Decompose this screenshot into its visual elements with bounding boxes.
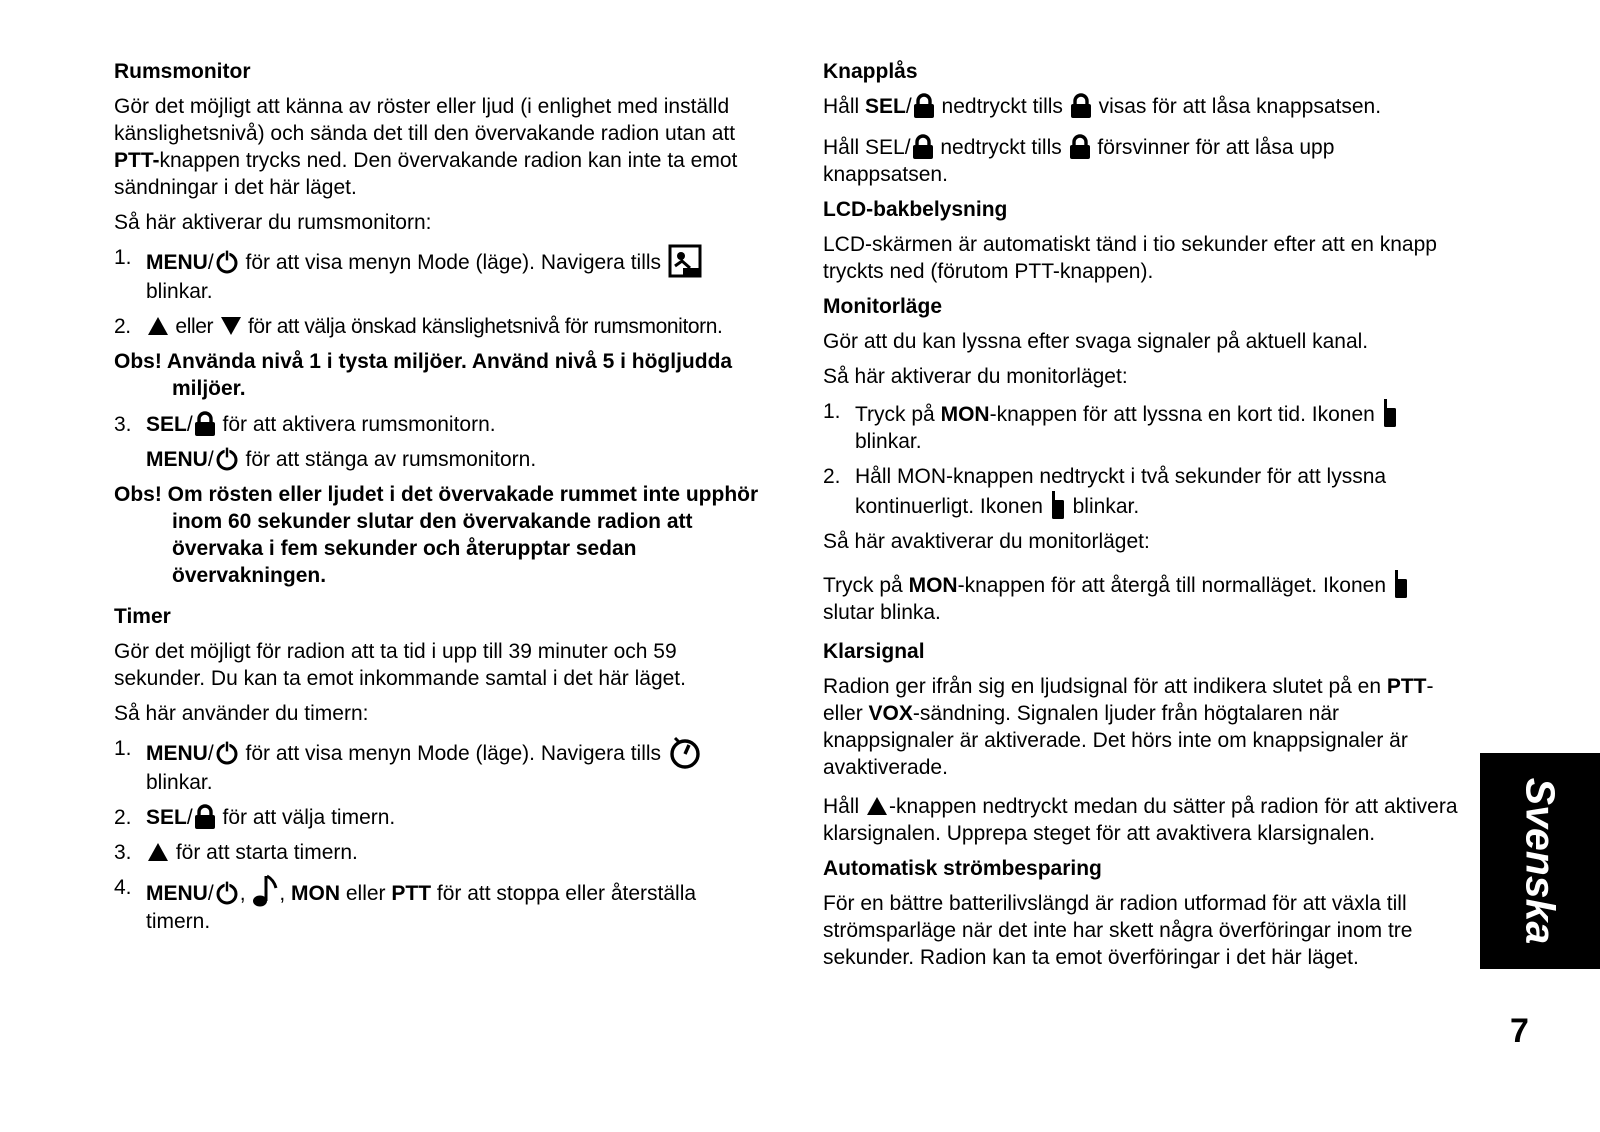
heading-klarsignal: Klarsignal [823, 640, 925, 663]
timer-howto: Så här använder du timern: [114, 702, 369, 725]
power-icon [215, 249, 239, 275]
heading-rumsmonitor: Rumsmonitor [114, 60, 251, 83]
lock-icon [1069, 134, 1091, 160]
heading-strombesparing: Automatisk strömbesparing [823, 857, 1102, 880]
lock-icon [1070, 93, 1092, 119]
monitor-intro: Gör att du kan lyssna efter svaga signaler på aktuell kanal. [823, 330, 1369, 353]
radio-icon [1050, 490, 1066, 520]
lock-icon [194, 411, 216, 437]
timer-icon [668, 735, 702, 769]
monitor-howto-off: Så här avaktiverar du monitorläget: [823, 530, 1150, 553]
rumsmonitor-howto: Så här aktiverar du rumsmonitorn: [114, 211, 432, 234]
monitor-step-1: 1. Tryck på MON-knappen för att lyssna en kort tid. Ikonen blinkar. [823, 398, 1463, 455]
page-number: 7 [1510, 1012, 1529, 1050]
radio-icon [1382, 398, 1398, 428]
monitor-off-text: Tryck på MON-knappen för att återgå till normalläget. Ikonen slutar blinka. [823, 569, 1463, 626]
lock-icon [912, 134, 934, 160]
rumsmonitor-step-1: 1. MENU/ för att visa menyn Mode (läge). Navigera tills blinkar. [114, 244, 764, 305]
room-monitor-icon [668, 244, 702, 278]
right-column [823, 58, 1463, 979]
down-triangle-icon [220, 316, 242, 336]
up-triangle-icon [147, 842, 169, 862]
radio-icon [1393, 569, 1409, 599]
rumsmonitor-step-2: 2. eller för att välja önskad känslighetsnivå för rumsmonitorn. [114, 315, 723, 338]
power-icon [215, 740, 239, 766]
lock-icon [194, 804, 216, 830]
timer-step-3: 3. för att starta timern. [114, 841, 358, 864]
up-triangle-icon [147, 316, 169, 336]
power-icon [215, 446, 239, 472]
klarsignal-p1: Radion ger ifrån sig en ljudsignal för att indikera slutet på en PTT- eller VOX-sändning. Signalen ljuder från högtalaren när knappsignaler är aktiverade. Det hörs inte om knappsignaler är avaktiverade. [823, 675, 1434, 779]
strombesparing-text: För en bättre batterilivslängd är radion utformad för att växla till strömsparläge när det inte har skett några överföringar inom tre sekunder. Radion kan ta emot överföringar i det här läget. [823, 892, 1413, 969]
heading-lcd: LCD-bakbelysning [823, 198, 1008, 221]
knapplas-lock: Håll SEL/ nedtryckt tills visas för att låsa knappsatsen. [823, 95, 1382, 118]
timer-step-4: 4. MENU/ , , MON eller PTT för att stoppa eller återställa timern. [114, 876, 697, 933]
power-icon [215, 880, 239, 906]
heading-timer: Timer [114, 605, 171, 628]
monitor-step-2: 2. Håll MON-knappen nedtryckt i två sekunder för att lyssna kontinuerligt. Ikonen blinkar. [823, 465, 1387, 518]
language-tab: Svenska [1480, 753, 1600, 969]
rumsmonitor-intro: Gör det möjligt att känna av röster eller ljud (i enlighet med inställd känslighetsnivå) och sända det till den övervakande radion utan att PTT-knappen trycks ned. Den övervakande radion kan inte ta emot sändningar i det här läget. [114, 95, 738, 199]
timer-step-1: 1. MENU/ för att visa menyn Mode (läge). Navigera tills blinkar. [114, 735, 764, 796]
heading-knapplas: Knapplås [823, 60, 918, 83]
lcd-text: LCD-skärmen är automatiskt tänd i tio sekunder efter att en knapp tryckts ned (förutom PTT-knappen). [823, 233, 1437, 283]
timer-step-2: 2. SEL/ för att välja timern. [114, 806, 396, 829]
monitor-howto-on: Så här aktiverar du monitorläget: [823, 365, 1128, 388]
left-column [114, 58, 764, 943]
lock-icon [913, 93, 935, 119]
klarsignal-p2: Håll -knappen nedtryckt medan du sätter på radion för att aktivera klarsignalen. Upprepa steget för att avaktivera klarsignalen. [823, 795, 1458, 845]
note-obs-1: Obs! Använda nivå 1 i tysta miljöer. Använd nivå 5 i högljudda miljöer. [114, 350, 733, 400]
rumsmonitor-step-3: 3. SEL/ för att aktivera rumsmonitorn. [114, 413, 496, 436]
timer-intro: Gör det möjligt för radion att ta tid i upp till 39 minuter och 59 sekunder. Du kan ta emot inkommande samtal i det här läget. [114, 640, 686, 690]
up-triangle-icon [866, 796, 888, 816]
heading-monitor: Monitorläge [823, 295, 942, 318]
knapplas-unlock: Håll SEL/ nedtryckt tills försvinner för att låsa upp knappsatsen. [823, 136, 1335, 186]
music-note-icon [252, 874, 278, 908]
note-obs-2: Obs! Om rösten eller ljudet i det övervakade rummet inte upphör inom 60 sekunder slutar den övervakande radion att övervaka i fem sekunder och återupptar sedan övervakningen. [114, 483, 759, 587]
rumsmonitor-step-3-off: MENU/ för att stänga av rumsmonitorn. [146, 448, 537, 471]
